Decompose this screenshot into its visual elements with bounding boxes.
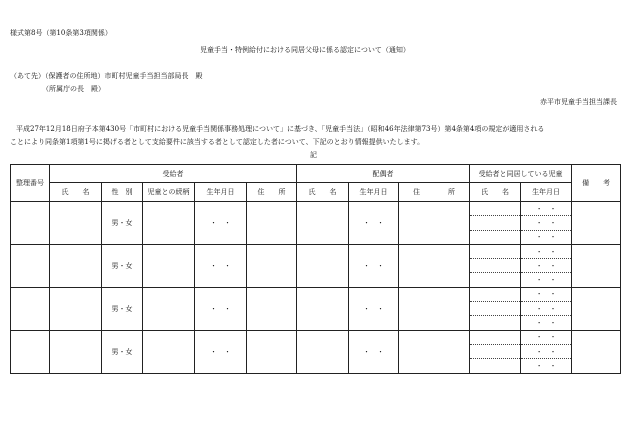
record-recipient-birthdate-cell: ・ ・: [195, 202, 247, 245]
record-child-birthdate-cell: ・ ・: [521, 302, 572, 316]
header-recipient-birthdate: 生年月日: [195, 183, 247, 202]
record-seiri-cell: [11, 244, 50, 287]
record-child-birthdate-cell: ・ ・: [521, 359, 572, 373]
record-spouse-birthdate-cell: ・ ・: [349, 287, 399, 330]
record-recipient-address-cell: [247, 330, 297, 373]
record-child-name-cell: [470, 202, 521, 216]
record-child-birthdate-cell: ・ ・: [521, 287, 572, 301]
record-child-name-cell: [470, 287, 521, 301]
record-recipient-name-cell: [50, 244, 102, 287]
body-text-line-1: 平成27年12月18日府子本第430号「市町村における児童手当関係事務処理について」に基づき、「児童手当法」（昭和46年法律第73号）第4条第4項の規定が適用される: [16, 125, 545, 133]
record-spouse-address-cell: [399, 202, 470, 245]
record-child-name-cell: [470, 316, 521, 330]
record-recipient-name-cell: [50, 202, 102, 245]
header-seiri-number: 整理番号: [11, 165, 50, 202]
record-child-birthdate-cell: ・ ・: [521, 344, 572, 358]
record-recipient-sex-cell: 男・女: [102, 330, 143, 373]
table-row: [11, 202, 621, 216]
record-child-birthdate-cell: ・ ・: [521, 259, 572, 273]
record-seiri-cell: [11, 330, 50, 373]
header-recipient-sex: 性 別: [102, 183, 143, 202]
record-spouse-name-cell: [297, 202, 349, 245]
record-recipient-name-cell: [50, 330, 102, 373]
header-spouse-name: 氏 名: [297, 183, 349, 202]
record-spouse-address-cell: [399, 244, 470, 287]
record-recipient-sex-cell: 男・女: [102, 287, 143, 330]
record-child-name-cell: [470, 244, 521, 258]
addressee-line-2: （所属庁の長 殿）: [42, 85, 105, 93]
record-recipient-address-cell: [247, 202, 297, 245]
record-recipient-address-cell: [247, 287, 297, 330]
record-recipient-name-cell: [50, 287, 102, 330]
record-seiri-cell: [11, 287, 50, 330]
form-number: 様式第8号（第10条第3項関係）: [10, 29, 112, 37]
record-remarks-cell: [572, 244, 621, 287]
header-child-birthdate: 生年月日: [521, 183, 572, 202]
record-recipient-relation-cell: [143, 330, 195, 373]
record-spouse-name-cell: [297, 244, 349, 287]
record-spouse-address-cell: [399, 330, 470, 373]
addressee-line: （あて先）（保護者の住所地）市町村児童手当担当部局長 殿: [10, 72, 203, 80]
record-spouse-name-cell: [297, 330, 349, 373]
table-row: [11, 330, 621, 344]
record-remarks-cell: [572, 287, 621, 330]
record-child-name-cell: [470, 344, 521, 358]
record-remarks-cell: [572, 202, 621, 245]
report-table: [10, 164, 621, 374]
header-spouse-address: 住 所: [399, 183, 470, 202]
header-cohabiting-child: 受給者と同居している児童: [470, 165, 572, 183]
record-child-name-cell: [470, 330, 521, 344]
header-child-name: 氏 名: [470, 183, 521, 202]
record-child-name-cell: [470, 273, 521, 287]
record-recipient-birthdate-cell: ・ ・: [195, 287, 247, 330]
record-child-birthdate-cell: ・ ・: [521, 330, 572, 344]
sender-name: 赤平市児童手当担当課長: [540, 98, 617, 106]
record-seiri-cell: [11, 202, 50, 245]
header-spouse: 配偶者: [297, 165, 470, 183]
table-row: [11, 244, 621, 258]
record-remarks-cell: [572, 330, 621, 373]
record-spouse-birthdate-cell: ・ ・: [349, 330, 399, 373]
record-child-birthdate-cell: ・ ・: [521, 316, 572, 330]
document-title: 児童手当・特例給付における同居父母に係る認定について（通知）: [200, 46, 410, 54]
header-recipient-address: 住 所: [247, 183, 297, 202]
record-spouse-address-cell: [399, 287, 470, 330]
record-child-name-cell: [470, 216, 521, 230]
body-text-line-2: ことにより同条第1項第1号に掲げる者として支給要件に該当する者として認定した者について、下記のとおり情報提供いたします。: [10, 138, 425, 146]
record-child-birthdate-cell: ・ ・: [521, 230, 572, 244]
record-recipient-relation-cell: [143, 202, 195, 245]
header-recipient: 受給者: [50, 165, 297, 183]
table-row: [11, 287, 621, 301]
record-child-birthdate-cell: ・ ・: [521, 202, 572, 216]
record-spouse-birthdate-cell: ・ ・: [349, 244, 399, 287]
record-recipient-relation-cell: [143, 287, 195, 330]
header-recipient-name: 氏 名: [50, 183, 102, 202]
record-recipient-sex-cell: 男・女: [102, 202, 143, 245]
record-child-name-cell: [470, 359, 521, 373]
record-spouse-birthdate-cell: ・ ・: [349, 202, 399, 245]
header-recipient-relation: 児童との続柄: [143, 183, 195, 202]
record-child-birthdate-cell: ・ ・: [521, 244, 572, 258]
record-recipient-sex-cell: 男・女: [102, 244, 143, 287]
record-child-name-cell: [470, 230, 521, 244]
record-child-birthdate-cell: ・ ・: [521, 273, 572, 287]
header-spouse-birthdate: 生年月日: [349, 183, 399, 202]
record-child-name-cell: [470, 302, 521, 316]
record-child-birthdate-cell: ・ ・: [521, 216, 572, 230]
ki-heading: 記: [310, 151, 317, 159]
record-child-name-cell: [470, 259, 521, 273]
record-recipient-birthdate-cell: ・ ・: [195, 330, 247, 373]
header-remarks: 備 考: [572, 165, 621, 202]
record-recipient-relation-cell: [143, 244, 195, 287]
record-recipient-address-cell: [247, 244, 297, 287]
record-recipient-birthdate-cell: ・ ・: [195, 244, 247, 287]
record-spouse-name-cell: [297, 287, 349, 330]
